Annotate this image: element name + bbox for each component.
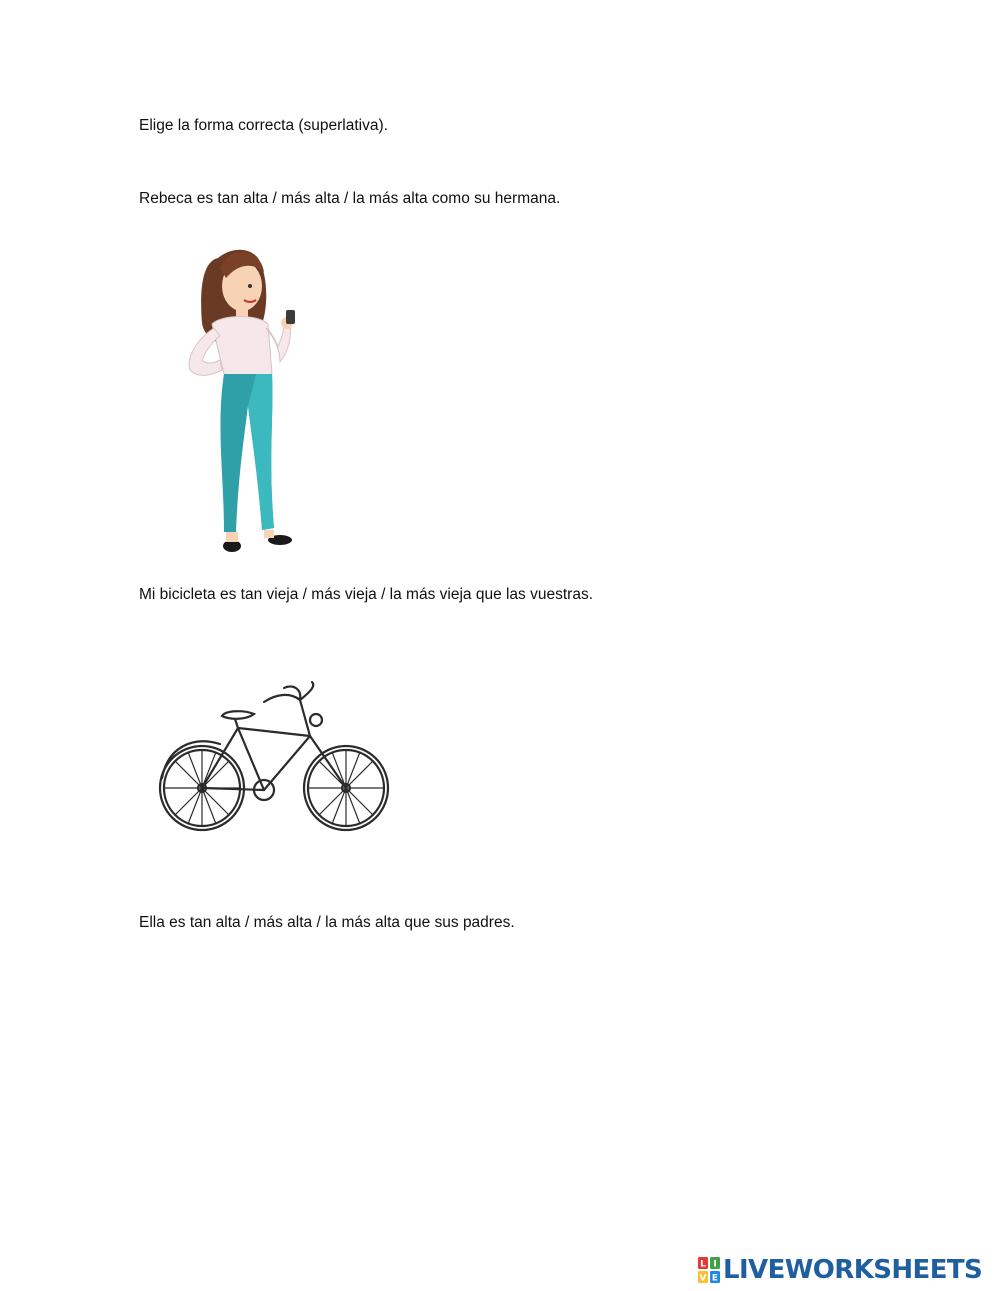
exercise-sentence-2: Mi bicicleta es tan vieja / más vieja / la más vieja que las vuestras. — [139, 586, 593, 603]
svg-text:L: L — [700, 1259, 706, 1270]
exercise-sentence-3: Ella es tan alta / más alta / la más alta que sus padres. — [139, 914, 515, 931]
exercise-sentence-1: Rebeca es tan alta / más alta / la más alta como su hermana. — [139, 190, 561, 207]
liveworksheets-logo — [697, 1255, 982, 1285]
svg-text:V: V — [699, 1273, 707, 1284]
liveworksheets-logo-text: LIVEWORKSHEETS — [723, 1255, 983, 1285]
instruction-text: Elige la forma correcta (superlativa). — [139, 117, 388, 134]
liveworksheets-logo-mark-icon — [697, 1256, 721, 1284]
svg-text:I: I — [713, 1259, 717, 1270]
woman-with-phone-illustration — [140, 228, 365, 566]
bicycle-sketch-illustration — [140, 628, 410, 890]
svg-text:E: E — [711, 1273, 719, 1284]
